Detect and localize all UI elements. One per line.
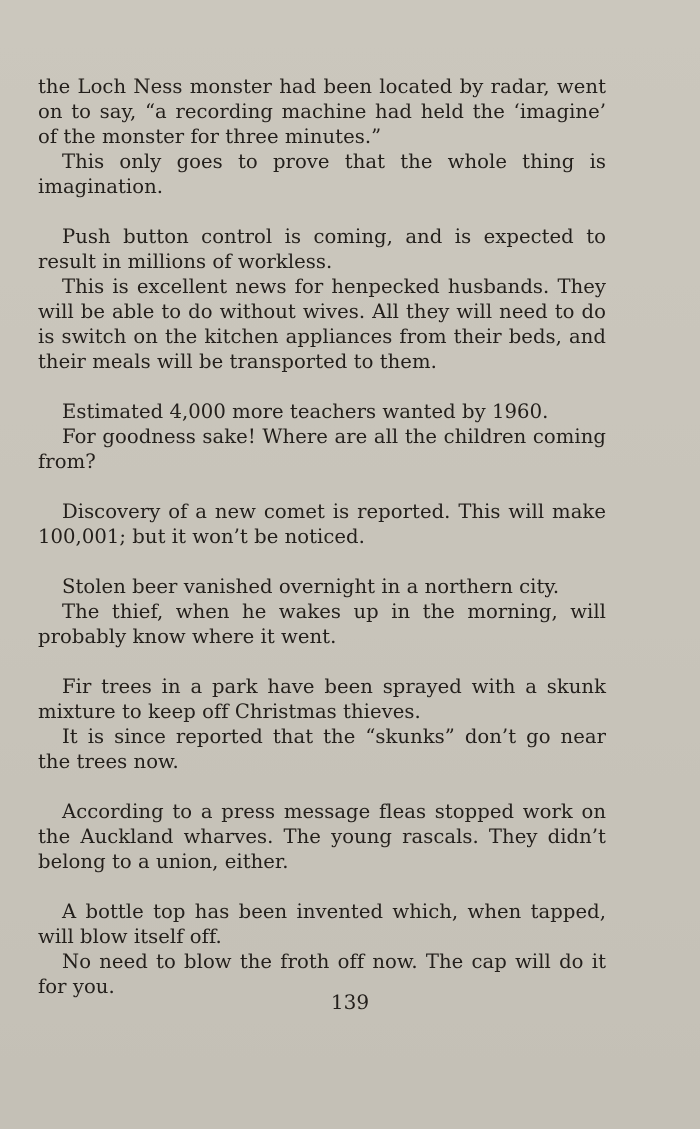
item-loch-ness — [38, 74, 606, 199]
item-stolen-beer — [38, 574, 606, 649]
paragraph: Estimated 4,000 more teachers wanted by 1960. — [62, 400, 549, 423]
item-fir-trees — [38, 674, 606, 774]
paragraph: No need to blow the froth off now. The cap will do it for you. — [38, 950, 606, 998]
item-comet — [38, 499, 606, 549]
item-fleas — [38, 799, 606, 874]
paragraph: Discovery of a new comet is reported. This will make 100,001; but it won’t be noticed. — [38, 500, 606, 548]
paragraph: Push button control is coming, and is expected to result in millions of workless. — [38, 225, 606, 273]
paragraph: the Loch Ness monster had been located by radar, went on to say, “a recording machine had held the ‘imagine’ of the monster for three minutes.” — [38, 75, 606, 148]
item-push-button — [38, 224, 606, 374]
paragraph: For goodness sake! Where are all the children coming from? — [38, 425, 606, 473]
paragraph: The thief, when he wakes up in the morning, will probably know where it went. — [38, 600, 606, 648]
paragraph: Stolen beer vanished overnight in a northern city. — [62, 575, 560, 598]
item-bottle-top — [38, 899, 606, 999]
paragraph: A bottle top has been invented which, when tapped, will blow itself off. — [38, 900, 606, 948]
paragraph: Fir trees in a park have been sprayed with a skunk mixture to keep off Christmas thieves. — [38, 675, 606, 723]
paragraph: This is excellent news for henpecked husbands. They will be able to do without wives. All they will need to do is switch on the kitchen appliances from their beds, and their meals will be transported to them. — [38, 275, 606, 373]
item-teachers — [38, 399, 606, 474]
page-number: 139 — [330, 990, 370, 1014]
paragraph: It is since reported that the “skunks” don’t go near the trees now. — [38, 725, 606, 773]
paragraph: According to a press message fleas stopped work on the Auckland wharves. The young rascals. They didn’t belong to a union, either. — [38, 800, 606, 873]
paragraph: This only goes to prove that the whole thing is imagination. — [38, 150, 606, 198]
page-body — [38, 74, 606, 1024]
